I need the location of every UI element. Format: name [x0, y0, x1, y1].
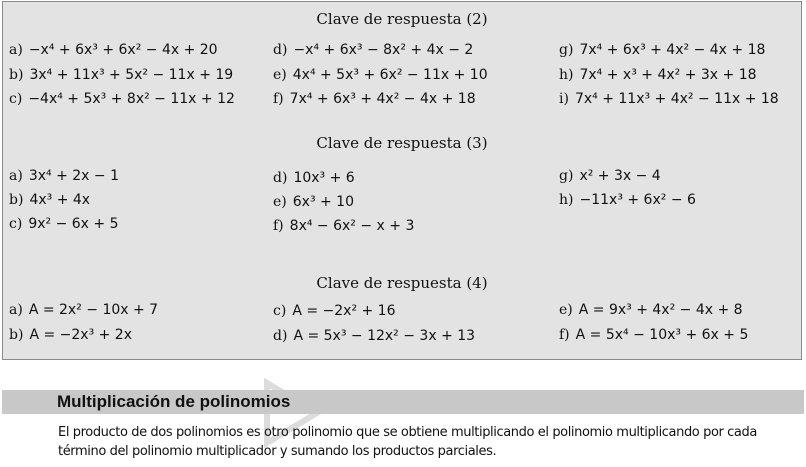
- answer-label: e): [273, 67, 287, 83]
- answer-item: [9, 190, 90, 209]
- answer-item: [273, 168, 355, 187]
- answer-item: [273, 301, 396, 320]
- answer-key-box: [2, 1, 802, 360]
- answer-expression: 10x³ + 6: [293, 170, 355, 186]
- answer-item: [273, 326, 475, 345]
- answer-expression: −x⁴ + 6x³ + 6x² − 4x + 20: [28, 42, 218, 58]
- answer-label: f): [273, 218, 284, 234]
- answer-item: [559, 65, 757, 84]
- answer-label: g): [559, 168, 574, 184]
- answer-item: [273, 216, 414, 235]
- answer-label: h): [559, 67, 574, 83]
- section-heading-bar: [2, 390, 804, 414]
- answer-item: [9, 166, 119, 185]
- answer-item: [9, 214, 118, 233]
- section-title: Clave de respuesta (3): [316, 134, 488, 152]
- answer-item: [9, 325, 132, 344]
- answer-label: d): [273, 42, 288, 58]
- answer-label: a): [9, 42, 23, 58]
- answer-item: [559, 89, 779, 108]
- answer-label: b): [9, 192, 24, 208]
- answer-label: g): [559, 42, 574, 58]
- answer-item: [9, 300, 158, 319]
- answer-expression: −11x³ + 6x² − 6: [579, 192, 696, 208]
- answer-expression: A = 5x⁴ − 10x³ + 6x + 5: [575, 327, 749, 343]
- answer-item: [273, 40, 473, 59]
- answer-expression: −x⁴ + 6x³ − 8x² + 4x − 2: [293, 42, 474, 58]
- answer-label: b): [9, 67, 24, 83]
- answer-label: h): [559, 192, 574, 208]
- answer-label: e): [559, 302, 573, 318]
- section-title: Clave de respuesta (2): [316, 10, 488, 28]
- answer-expression: 7x⁴ + 11x³ + 4x² − 11x + 18: [574, 91, 779, 107]
- answer-expression: 7x⁴ + 6x³ + 4x² − 4x + 18: [289, 91, 476, 107]
- answer-label: f): [559, 327, 570, 343]
- answer-expression: A = 2x² − 10x + 7: [28, 302, 159, 318]
- answer-label: a): [9, 168, 23, 184]
- answer-expression: A = 9x³ + 4x² − 4x + 8: [578, 302, 743, 318]
- answer-expression: 6x³ + 10: [292, 194, 354, 210]
- answer-expression: x² + 3x − 4: [579, 168, 661, 184]
- answer-item: [273, 65, 488, 84]
- section-title: Clave de respuesta (4): [316, 274, 488, 292]
- answer-expression: A = −2x² + 16: [292, 303, 396, 319]
- answer-expression: 3x⁴ + 11x³ + 5x² − 11x + 19: [29, 67, 234, 83]
- answer-expression: A = −2x³ + 2x: [29, 327, 133, 343]
- answer-expression: 7x⁴ + 6x³ + 4x² − 4x + 18: [579, 42, 766, 58]
- answer-expression: 7x⁴ + x³ + 4x² + 3x + 18: [579, 67, 757, 83]
- answer-expression: 8x⁴ − 6x² − x + 3: [289, 218, 415, 234]
- answer-item: [559, 325, 748, 344]
- answer-expression: 3x⁴ + 2x − 1: [28, 168, 119, 184]
- answer-item: [9, 65, 233, 84]
- answer-label: c): [9, 91, 23, 107]
- answer-label: e): [273, 194, 287, 210]
- answer-expression: −4x⁴ + 5x³ + 8x² − 11x + 12: [28, 91, 235, 107]
- answer-label: a): [9, 302, 23, 318]
- answer-label: f): [273, 91, 284, 107]
- section-heading: Multiplicación de polinomios: [57, 392, 291, 411]
- answer-item: [9, 89, 235, 108]
- answer-item: [273, 89, 476, 108]
- answer-item: [559, 300, 743, 319]
- answer-item: [559, 190, 696, 209]
- answer-label: d): [273, 328, 288, 344]
- answer-item: [273, 192, 354, 211]
- answer-expression: 4x⁴ + 5x³ + 6x² − 11x + 10: [292, 67, 488, 83]
- answer-expression: A = 5x³ − 12x² − 3x + 13: [293, 328, 476, 344]
- answer-label: d): [273, 170, 288, 186]
- answer-item: [9, 40, 218, 59]
- answer-label: c): [9, 216, 23, 232]
- answer-expression: 9x² − 6x + 5: [28, 216, 119, 232]
- answer-expression: 4x³ + 4x: [29, 192, 91, 208]
- body-paragraph: El producto de dos polinomios es otro polinomio que se obtiene multiplicando el polinomio multiplicando por cada término del polinomio multiplicador y sumando los productos parciales.: [58, 425, 757, 459]
- answer-label: c): [273, 303, 287, 319]
- answer-item: [559, 166, 661, 185]
- answer-label: i): [559, 91, 569, 107]
- answer-label: b): [9, 327, 24, 343]
- answer-item: [559, 40, 765, 59]
